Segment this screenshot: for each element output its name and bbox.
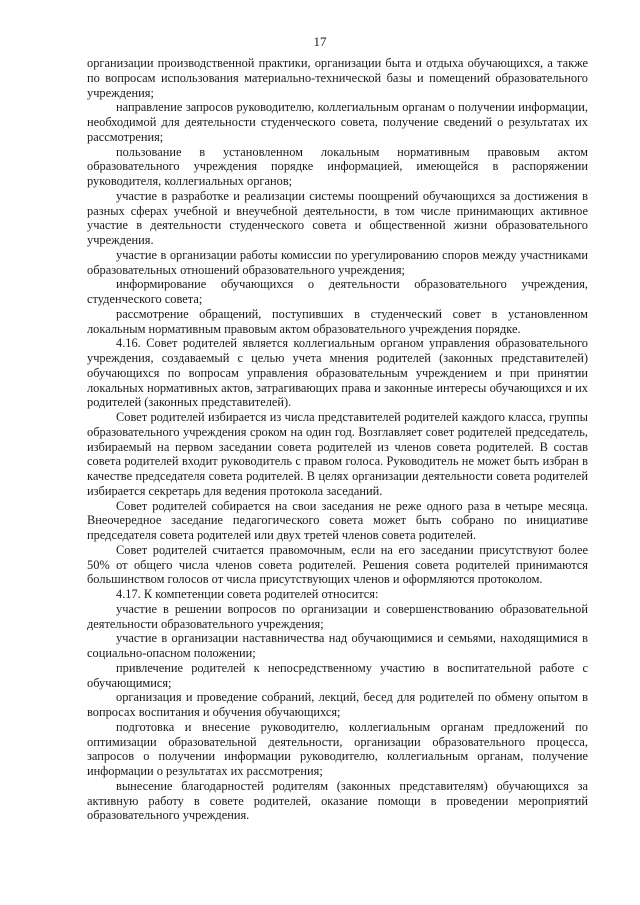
section-4-17-heading: 4.17. К компетенции совета родителей относится: [116, 587, 379, 601]
list-item: организация и проведение собраний, лекций, бесед для родителей по обмену опытом в вопросах воспитания и обучения обучающихся; [87, 690, 588, 719]
paragraph: участие в разработке и реализации системы поощрений обучающихся за достижения в разных сферах учебной и внеучебной деятельности, в том числе принимающих активное участие в деятельности студенческого совета и общественной жизни образовательного учреждения. [87, 188, 588, 247]
list-item: вынесение благодарностей родителям (законных представителям) обучающихся за активную работу в совете родителей, оказание помощи в проведении мероприятий образовательного учреждения. [87, 778, 588, 823]
paragraph: Совет родителей считается правомочным, если на его заседании присутствуют более 50% от общего числа членов совета родителей. Решения совета родителей принимаются большинством голосов от числа присутствующих членов и оформляются протоколом. [87, 542, 588, 587]
paragraph: рассмотрение обращений, поступивших в студенческий совет в установленном локальным нормативным правовым актом образовательного учреждения порядке. [87, 306, 588, 336]
paragraph: направление запросов руководителю, коллегиальным органам о получении информации, необходимой для деятельности студенческого совета, получение сведений о результатах их рассмотрения; [87, 100, 588, 144]
page-number: 17 [313, 34, 327, 49]
list-item: участие в решении вопросов по организации и совершенствованию образовательной деятельности образовательного учреждения; [87, 601, 588, 631]
list-item: привлечение родителей к непосредственному участию в воспитательной работе с обучающимися; [87, 660, 588, 690]
paragraph: организации производственной практики, организации быта и отдыха обучающихся, а также по вопросам использования материально-технической базы и помещений образовательного учреждения; [87, 56, 588, 100]
paragraph: Совет родителей собирается на свои заседания не реже одного раза в четыре месяца. Внеочередное заседание педагогического совета может быть собрано по инициативе председателя совета родителей или двух третей членов совета родителей. [87, 498, 588, 542]
paragraph: пользование в установленном локальным нормативным правовым актом образовательного учреждения порядке информацией, имеющейся в распоряжении руководителя, коллегиальных органов; [87, 144, 588, 188]
section-4-16-paragraph: 4.16. Совет родителей является коллегиальным органом управления образовательного учреждения, создаваемый с целью учета мнения родителей (законных представителей) обучающихся по вопросам управления образовательным учреждением и при принятии локальных нормативных актов, затрагивающих права и законные интересы обучающихся и их родителей (законных представителей). [87, 336, 588, 410]
list-item: участие в организации наставничества над обучающимися и семьями, находящимися в социально-опасном положении; [87, 631, 588, 660]
paragraph: Совет родителей избирается из числа представителей родителей каждого класса, группы образовательного учреждения сроком на один год. Возглавляет совет родителей председатель, избираемый на первом заседании совета родителей из членов совета родителей. В состав совета родителей входит руководитель с правом голоса. Руководитель не может быть избран в качестве председателя совета родителей. В целях организации деятельности совета родителей избирается секретарь для ведения протокола заседаний. [87, 410, 588, 498]
document-body [87, 56, 588, 823]
list-item: подготовка и внесение руководителю, коллегиальным органам предложений по оптимизации образовательной деятельности, организации образовательного процесса, запросов о получении информации руководителю, коллегиальным органам, получение информации о результатах их рассмотрения; [87, 719, 588, 778]
paragraph: информирование обучающихся о деятельности образовательного учреждения, студенческого совета; [87, 277, 588, 306]
paragraph: участие в организации работы комиссии по урегулированию споров между участниками образовательных отношений образовательного учреждения; [87, 247, 588, 277]
